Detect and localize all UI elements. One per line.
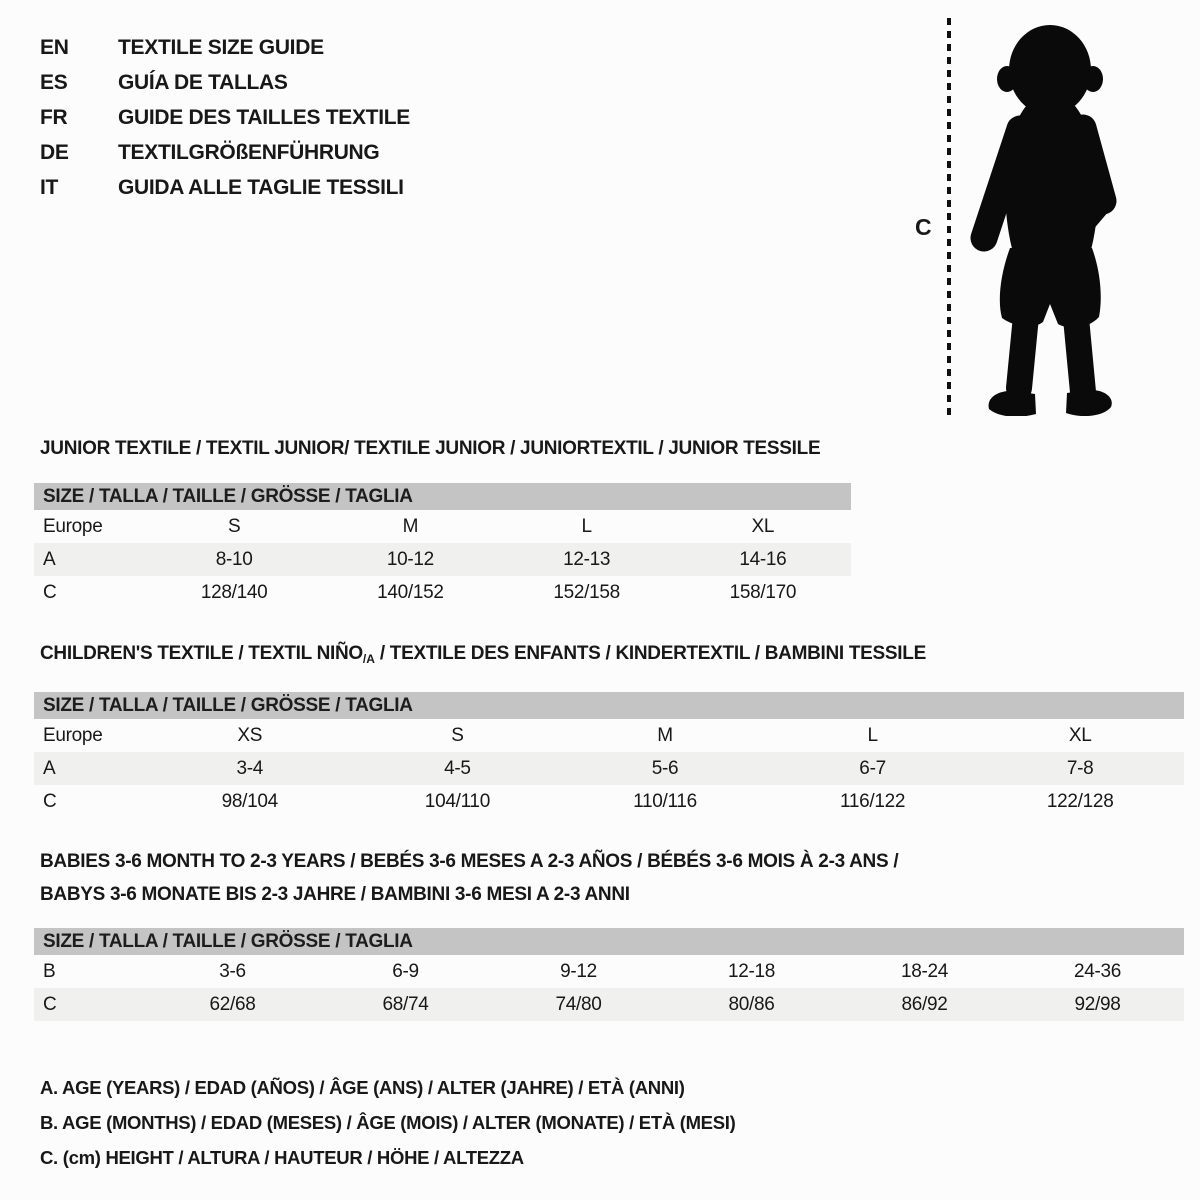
babies-section-title — [40, 845, 898, 911]
table-row — [34, 576, 851, 609]
row-label-a: A — [43, 548, 56, 570]
height-cell: 152/158 — [553, 581, 620, 603]
language-code-fr: FR — [40, 105, 68, 129]
height-measure-label-c: C — [915, 214, 932, 240]
age-months-cell: 9-12 — [560, 960, 597, 982]
row-label-c: C — [43, 993, 57, 1015]
language-label-fr: GUIDE DES TAILLES TEXTILE — [118, 105, 410, 129]
age-cell: 5-6 — [651, 757, 679, 779]
language-label-de: TEXTILGRÖßENFÜHRUNG — [118, 140, 380, 164]
legend-line-c: C. (cm) HEIGHT / ALTURA / HAUTEUR / HÖHE / ALTEZZA — [40, 1147, 524, 1168]
row-label-europe: Europe — [43, 724, 103, 746]
age-cell: 7-8 — [1066, 757, 1094, 779]
children-size-table — [34, 692, 1184, 818]
age-months-cell: 24-36 — [1073, 960, 1122, 982]
table-row — [34, 955, 1184, 988]
size-cell: XL — [751, 515, 775, 537]
age-months-cell: 18-24 — [900, 960, 949, 982]
height-cell: 98/104 — [221, 790, 278, 812]
height-cell: 158/170 — [729, 581, 797, 603]
legend-line-b: B. AGE (MONTHS) / EDAD (MESES) / ÂGE (MOIS) / ALTER (MONATE) / ETÀ (MESI) — [40, 1112, 736, 1133]
language-row-it — [40, 170, 410, 205]
size-cell: XL — [1068, 724, 1092, 746]
table-row — [34, 752, 1184, 785]
height-cell: 128/140 — [200, 581, 268, 603]
height-cell: 116/122 — [839, 790, 906, 812]
age-months-cell: 3-6 — [219, 960, 246, 982]
size-cell: L — [867, 724, 878, 746]
language-row-fr — [40, 100, 410, 135]
height-cell: 110/116 — [633, 790, 697, 812]
age-cell: 6-7 — [859, 757, 886, 779]
height-cell: 80/86 — [728, 993, 775, 1015]
language-row-de — [40, 135, 410, 170]
table-row — [34, 510, 851, 543]
height-cell: 104/110 — [424, 790, 490, 812]
toddler-silhouette-image — [962, 16, 1142, 416]
children-title-rest: / TEXTILE DES ENFANTS / KINDERTEXTIL / BAMBINI TESSILE — [374, 643, 926, 664]
age-cell: 12-13 — [563, 548, 611, 570]
height-cell: 74/80 — [555, 993, 602, 1015]
children-title-subscript: /A — [362, 652, 375, 666]
language-label-en: TEXTILE SIZE GUIDE — [118, 35, 324, 59]
language-code-it: IT — [40, 175, 59, 199]
language-label-es: GUÍA DE TALLAS — [118, 70, 288, 94]
size-cell: L — [581, 515, 592, 537]
language-code-de: DE — [40, 140, 69, 164]
legend-line-a: A. AGE (YEARS) / EDAD (AÑOS) / ÂGE (ANS) / ALTER (JAHRE) / ETÀ (ANNI) — [40, 1077, 685, 1098]
language-row-es — [40, 65, 410, 100]
table-row — [34, 719, 1184, 752]
babies-title-line2: BABYS 3-6 MONATE BIS 2-3 JAHRE / BAMBINI 3-6 MESI A 2-3 ANNI — [40, 884, 630, 905]
height-cell: 92/98 — [1074, 993, 1121, 1015]
age-cell: 14-16 — [739, 548, 787, 570]
children-section-title — [40, 643, 926, 666]
height-cell: 86/92 — [901, 993, 948, 1015]
junior-size-table-header: SIZE / TALLA / TAILLE / GRÖSSE / TAGLIA — [34, 483, 851, 510]
size-cell: S — [227, 515, 241, 537]
height-cell: 122/128 — [1046, 790, 1114, 812]
children-size-table-header: SIZE / TALLA / TAILLE / GRÖSSE / TAGLIA — [34, 692, 1184, 719]
size-cell: S — [451, 724, 464, 746]
row-label-b: B — [43, 960, 56, 982]
height-cell: 140/152 — [377, 581, 444, 603]
age-cell: 8-10 — [215, 548, 253, 570]
height-cell: 68/74 — [382, 993, 429, 1015]
measure-legend — [40, 1070, 735, 1175]
language-row-en — [40, 30, 410, 65]
height-measure-dashed-line — [947, 18, 951, 416]
babies-size-table — [34, 928, 1184, 1021]
age-cell: 3-4 — [236, 757, 264, 779]
age-cell: 10-12 — [386, 548, 434, 570]
language-title-list — [40, 30, 410, 205]
size-cell: M — [657, 724, 673, 746]
language-code-en: EN — [40, 35, 69, 59]
children-title-main: CHILDREN'S TEXTILE / TEXTIL NIÑO — [40, 643, 363, 664]
age-cell: 4-5 — [444, 757, 471, 779]
language-label-it: GUIDA ALLE TAGLIE TESSILI — [118, 175, 404, 199]
height-cell: 62/68 — [209, 993, 256, 1015]
row-label-c: C — [43, 581, 57, 603]
table-row — [34, 543, 851, 576]
table-row — [34, 988, 1184, 1021]
junior-size-table — [34, 483, 851, 609]
size-cell: XS — [237, 724, 263, 746]
babies-title-line1: BABIES 3-6 MONTH TO 2-3 YEARS / BEBÉS 3-6 MESES A 2-3 AÑOS / BÉBÉS 3-6 MOIS À 2-3 ANS / — [40, 851, 899, 872]
junior-section-title: JUNIOR TEXTILE / TEXTIL JUNIOR/ TEXTILE JUNIOR / JUNIORTEXTIL / JUNIOR TESSILE — [40, 438, 821, 459]
babies-size-table-header: SIZE / TALLA / TAILLE / GRÖSSE / TAGLIA — [34, 928, 1184, 955]
age-months-cell: 6-9 — [392, 960, 419, 982]
age-months-cell: 12-18 — [727, 960, 776, 982]
row-label-a: A — [43, 757, 56, 779]
table-row — [34, 785, 1184, 818]
row-label-c: C — [43, 790, 57, 812]
size-cell: M — [402, 515, 419, 537]
language-code-es: ES — [40, 70, 68, 94]
row-label-europe: Europe — [43, 515, 103, 537]
